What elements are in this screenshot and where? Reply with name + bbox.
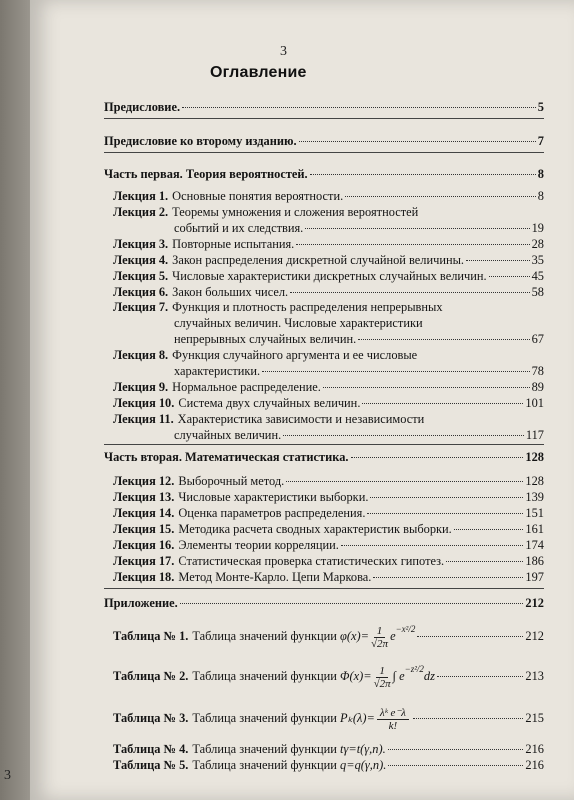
toc-entry-page: 19 [531, 221, 544, 235]
left-page-edge [0, 0, 30, 800]
lecture-number: Лекция 17. [113, 554, 175, 568]
toc-entry [104, 134, 544, 149]
toc-entry-title: Нормальное распределение. [172, 380, 321, 394]
toc-entry [113, 490, 544, 505]
leader-dots [180, 603, 524, 604]
formula: q=q(γ,n). [340, 758, 387, 772]
toc-entry [113, 474, 544, 489]
toc-entry-page: 216 [525, 758, 544, 772]
table-number: Таблица № 3. [113, 710, 189, 725]
leader-dots [388, 749, 524, 750]
toc-entry-line: случайных величин. Числовые характеристики [174, 316, 423, 330]
table-number: Таблица № 5. [113, 758, 189, 772]
toc-entry [113, 538, 544, 553]
toc-entry [113, 189, 544, 204]
toc-entry-line [113, 205, 418, 220]
leader-dots [489, 276, 530, 277]
toc-entry [113, 742, 544, 757]
toc-entry [113, 554, 544, 569]
leader-dots [358, 339, 529, 340]
toc-part-heading [104, 596, 544, 611]
toc-entry-title: Основные понятия вероятности. [172, 189, 344, 203]
toc-entry [113, 624, 544, 650]
toc-entry-page: 5 [537, 100, 544, 114]
toc-entry-title: Метод Монте-Карло. Цепи Маркова. [178, 570, 372, 584]
toc-entry [113, 664, 544, 690]
toc-entry-title: Числовые характеристики дискретных случайных величин. [172, 269, 487, 283]
formula-part: φ(x)= [340, 629, 369, 643]
toc-entry-title: Числовые характеристики выборки. [178, 490, 369, 504]
toc-entry-title: Функция и плотность распределения непрерывных [172, 300, 443, 314]
toc-entry-title: характеристики. [174, 364, 261, 378]
table-number: Таблица № 1. [113, 629, 189, 643]
toc-entry-title: Таблица значений функции [192, 629, 337, 643]
toc-entry-page: 212 [525, 596, 544, 610]
toc-entry-title: Теоремы умножения и сложения вероятностей [172, 205, 419, 219]
lecture-number: Лекция 5. [113, 269, 169, 283]
leader-dots [345, 196, 536, 197]
leader-dots [454, 529, 524, 530]
toc-entry [113, 758, 544, 773]
toc-entry-title: событий и их следствия. [174, 221, 304, 235]
toc-entry [113, 706, 544, 732]
toc-entry-title: Статистическая проверка статистических гипотез. [178, 554, 445, 568]
formula [340, 707, 411, 732]
leader-dots [283, 435, 524, 436]
lecture-number: Лекция 18. [113, 570, 175, 584]
leader-dots [362, 403, 523, 404]
table-number: Таблица № 2. [113, 669, 189, 683]
toc-entry-page: 67 [531, 332, 544, 346]
lecture-number: Лекция 13. [113, 490, 175, 504]
lecture-number: Лекция 15. [113, 522, 175, 536]
toc-entry-title: Закон больших чисел. [172, 285, 289, 299]
toc-entry [174, 221, 544, 236]
leader-dots [305, 228, 529, 229]
lecture-number: Лекция 8. [113, 348, 169, 362]
lecture-number: Лекция 11. [113, 412, 174, 426]
lecture-number: Лекция 10. [113, 396, 175, 410]
toc-entry-page: 78 [531, 364, 544, 378]
toc-entry-title: Предисловие. [104, 100, 181, 114]
lecture-number: Лекция 4. [113, 253, 169, 267]
toc-entry-title: Характеристика зависимости и независимости [177, 412, 425, 426]
formula-exponent: −x²/2 [395, 624, 416, 634]
leader-dots [437, 676, 523, 677]
toc-entry-title: Система двух случайных величин. [178, 396, 361, 410]
fraction [371, 625, 388, 650]
toc-entry-page: 161 [525, 522, 544, 536]
leader-dots [262, 371, 529, 372]
formula-exponent: −z²/2 [404, 664, 424, 674]
toc-entry-title: Часть вторая. Математическая статистика. [104, 450, 349, 464]
fraction-numerator: 1 [376, 665, 388, 678]
toc-entry-page: 186 [525, 554, 544, 568]
leader-dots [310, 174, 536, 175]
divider [104, 444, 544, 445]
toc-entry-page: 151 [525, 506, 544, 520]
toc-entry [113, 237, 544, 252]
toc-entry-title: Таблица значений функции [192, 758, 337, 772]
toc-entry-title: Предисловие ко второму изданию. [104, 134, 297, 148]
fraction-numerator: 1 [374, 625, 386, 638]
toc-entry-line [113, 348, 417, 363]
lecture-number: Лекция 12. [113, 474, 175, 488]
toc-entry [113, 570, 544, 585]
toc-entry-page: 197 [525, 570, 544, 584]
toc-entry-title: Элементы теории корреляции. [178, 538, 339, 552]
toc-entry [113, 506, 544, 521]
toc-entry-page: 212 [525, 629, 544, 643]
toc-entry-page: 216 [525, 742, 544, 756]
divider [104, 118, 544, 119]
toc-part-heading [104, 167, 544, 182]
leader-dots [417, 636, 523, 637]
toc-entry [113, 285, 544, 300]
toc-entry [104, 100, 544, 115]
leader-dots [341, 545, 524, 546]
toc-entry-page: 35 [531, 253, 544, 267]
toc-entry-page: 45 [531, 269, 544, 283]
toc-entry-page: 8 [537, 189, 544, 203]
toc-entry [174, 428, 544, 443]
divider [104, 152, 544, 153]
divider [104, 588, 544, 589]
page-number: 3 [280, 44, 287, 59]
toc-entry [113, 380, 544, 395]
lecture-number: Лекция 3. [113, 237, 169, 251]
fraction-denominator: √2π [373, 677, 391, 690]
table-number: Таблица № 4. [113, 742, 189, 756]
leader-dots [290, 292, 529, 293]
lecture-number: Лекция 6. [113, 285, 169, 299]
toc-entry-title: Закон распределения дискретной случайной величины. [172, 253, 465, 267]
leader-dots [296, 244, 529, 245]
toc-entry-title: Оценка параметров распределения. [178, 506, 366, 520]
toc-entry-page: 128 [525, 474, 544, 488]
toc-entry-page: 89 [531, 380, 544, 394]
lecture-number: Лекция 7. [113, 300, 169, 314]
stray-char: 3 [4, 768, 11, 783]
formula: tγ=t(γ,n). [340, 742, 386, 756]
fraction [374, 665, 391, 690]
toc-entry-title: Часть первая. Теория вероятностей. [104, 167, 308, 181]
toc-entry-title: Повторные испытания. [172, 237, 295, 251]
formula-part: e [390, 629, 396, 643]
formula-part: dz [423, 669, 435, 683]
toc-entry-page: 174 [525, 538, 544, 552]
fraction-denominator: √2π [371, 637, 389, 650]
lecture-number: Лекция 2. [113, 205, 169, 219]
toc-entry-title: Функция случайного аргумента и ее числовые [172, 348, 418, 362]
toc-entry [174, 364, 544, 379]
leader-dots [373, 577, 523, 578]
leader-dots [286, 481, 523, 482]
page-title: Оглавление [210, 64, 307, 81]
toc-entry-page: 28 [531, 237, 544, 251]
leader-dots [446, 561, 523, 562]
toc-entry-page: 58 [531, 285, 544, 299]
fraction-numerator: λᵏ e⁻λ [377, 706, 409, 720]
lecture-number: Лекция 14. [113, 506, 175, 520]
toc-entry-line [113, 412, 424, 427]
toc-entry-title: Таблица значений функции [192, 710, 337, 725]
formula-part: ∫ e [392, 669, 405, 683]
toc-entry-page: 213 [525, 669, 544, 683]
toc-entry-title: Приложение. [104, 596, 178, 610]
leader-dots [182, 107, 536, 108]
toc-entry-page: 215 [525, 710, 544, 725]
toc-entry [174, 332, 544, 347]
lecture-number: Лекция 16. [113, 538, 175, 552]
toc-entry-page: 117 [525, 428, 544, 442]
formula-part: Pₖ(λ)= [340, 710, 375, 725]
fraction-denominator: k! [388, 720, 398, 732]
toc-entry-title: Выборочный метод. [178, 474, 285, 488]
toc-entry [113, 269, 544, 284]
toc-entry-page: 128 [525, 450, 544, 464]
toc-entry-page: 7 [537, 134, 544, 148]
fraction [377, 706, 409, 732]
leader-dots [370, 497, 523, 498]
lecture-number: Лекция 1. [113, 189, 169, 203]
toc-entry-title: случайных величин. [174, 428, 282, 442]
toc-entry [113, 253, 544, 268]
toc-entry-title: Методика расчета сводных характеристик выборки. [178, 522, 452, 536]
leader-dots [388, 765, 523, 766]
toc-entry [113, 396, 544, 411]
leader-dots [413, 718, 523, 719]
toc-entry-title: непрерывных случайных величин. [174, 332, 357, 346]
toc-entry-title: Таблица значений функции [192, 742, 337, 756]
leader-dots [351, 457, 524, 458]
leader-dots [299, 141, 536, 142]
toc-entry-title: Таблица значений функции [192, 669, 337, 683]
toc-entry-page: 139 [525, 490, 544, 504]
lecture-number: Лекция 9. [113, 380, 169, 394]
formula-part: Φ(x)= [340, 669, 372, 683]
toc-entry-page: 101 [525, 396, 544, 410]
leader-dots [466, 260, 530, 261]
toc-entry-page: 8 [537, 167, 544, 181]
toc-part-heading [104, 450, 544, 465]
toc-entry-line [113, 300, 443, 315]
leader-dots [323, 387, 530, 388]
toc-entry [113, 522, 544, 537]
leader-dots [367, 513, 523, 514]
